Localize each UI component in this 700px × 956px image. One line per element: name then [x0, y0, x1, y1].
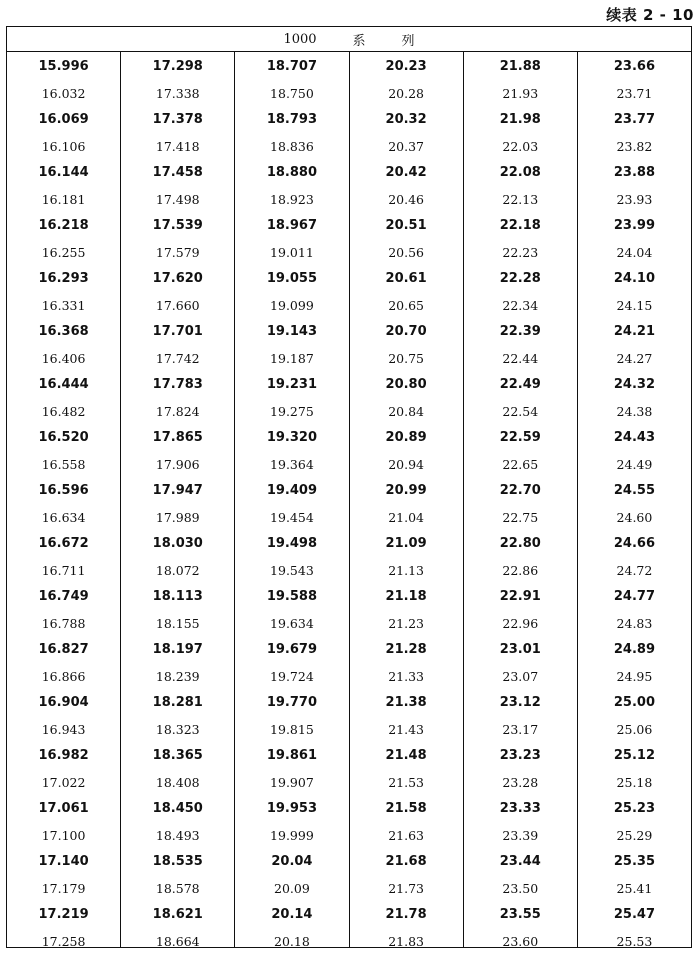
table-column	[235, 52, 349, 947]
table-cell: 16.368	[38, 324, 89, 339]
table-cell: 19.770	[266, 695, 318, 710]
table-cell: 19.907	[270, 774, 314, 790]
table-cell: 22.44	[502, 350, 539, 366]
table-cell: 23.60	[502, 933, 539, 949]
table-cell: 24.21	[613, 324, 655, 339]
table-cell: 19.143	[266, 324, 318, 339]
table-cell: 24.72	[616, 562, 653, 578]
table-cell: 25.23	[613, 801, 655, 816]
table-cell: 19.498	[266, 536, 318, 551]
table-cell: 21.04	[388, 509, 424, 525]
table-cell: 18.621	[152, 907, 203, 922]
table-cell: 25.35	[613, 854, 655, 869]
table-cell: 22.28	[499, 271, 541, 286]
table-cell: 21.88	[499, 59, 541, 74]
table-cell: 19.320	[266, 430, 318, 445]
table-cell: 25.29	[616, 827, 653, 843]
table-cell: 20.99	[385, 483, 427, 498]
table-cell: 16.520	[38, 430, 89, 445]
table-cell: 19.275	[270, 403, 314, 419]
table-cell: 18.880	[266, 165, 318, 180]
table-cell: 21.98	[499, 112, 541, 127]
table-cell: 25.53	[616, 933, 653, 949]
table-cell: 17.219	[38, 907, 89, 922]
table-cell: 24.89	[613, 642, 655, 657]
table-cell: 16.672	[38, 536, 89, 551]
table-cell: 21.18	[385, 589, 427, 604]
table-cell: 16.293	[38, 271, 89, 286]
table-cell: 17.701	[152, 324, 203, 339]
table-cell: 18.197	[152, 642, 203, 657]
table-cell: 17.498	[155, 191, 200, 207]
table-cell: 18.113	[152, 589, 203, 604]
table-column	[578, 52, 691, 947]
table-cell: 16.943	[41, 721, 86, 737]
table-cell: 22.75	[502, 509, 539, 525]
table-cell: 20.09	[274, 880, 310, 896]
table-cell: 25.00	[613, 695, 655, 710]
table-cell: 21.83	[388, 933, 424, 949]
table-cell: 23.82	[616, 138, 653, 154]
table-cell: 19.724	[270, 668, 314, 684]
table-cell: 20.56	[388, 244, 424, 260]
table-cell: 23.88	[613, 165, 655, 180]
table-cell: 23.44	[499, 854, 541, 869]
table-cell: 23.28	[502, 774, 539, 790]
table-cell: 17.022	[41, 774, 86, 790]
table-cell: 23.39	[502, 827, 539, 843]
table-cell: 18.155	[155, 615, 200, 631]
table-cell: 21.58	[385, 801, 427, 816]
table-cell: 20.28	[388, 85, 424, 101]
table-cell: 17.539	[152, 218, 203, 233]
table-cell: 16.331	[41, 297, 86, 313]
table-cell: 22.13	[502, 191, 539, 207]
table-cell: 20.61	[385, 271, 427, 286]
table-cell: 19.099	[270, 297, 314, 313]
table-cell: 21.53	[388, 774, 424, 790]
table-cell: 19.231	[266, 377, 318, 392]
table-cell: 22.08	[499, 165, 541, 180]
table-cell: 24.38	[616, 403, 653, 419]
table-cell: 23.01	[499, 642, 541, 657]
table-cell: 17.742	[155, 350, 200, 366]
table-cell: 16.032	[41, 85, 86, 101]
table-cell: 20.46	[388, 191, 424, 207]
table-cell: 16.982	[38, 748, 89, 763]
table-cell: 16.904	[38, 695, 89, 710]
table-cell: 16.482	[41, 403, 86, 419]
table-cell: 16.406	[41, 350, 86, 366]
table-cell: 19.679	[266, 642, 318, 657]
table-cell: 17.989	[155, 509, 200, 525]
table-cell: 18.030	[152, 536, 203, 551]
table-cell: 23.50	[502, 880, 539, 896]
table-cell: 17.418	[155, 138, 200, 154]
table-cell: 22.65	[502, 456, 539, 472]
series-word-1: 系	[352, 33, 366, 49]
table-column	[7, 52, 121, 947]
table-cell: 23.93	[616, 191, 653, 207]
table-cell: 17.258	[41, 933, 86, 949]
table-cell: 19.364	[270, 456, 314, 472]
table-cell: 18.281	[152, 695, 203, 710]
table-cell: 16.181	[41, 191, 86, 207]
table-cell: 17.906	[155, 456, 200, 472]
table-cell: 22.49	[499, 377, 541, 392]
table-header	[7, 27, 691, 52]
table-cell: 20.04	[271, 854, 313, 869]
table-cell: 23.55	[499, 907, 541, 922]
table-cell: 16.788	[41, 615, 86, 631]
table-cell: 22.70	[499, 483, 541, 498]
table-cell: 21.68	[385, 854, 427, 869]
data-table	[6, 26, 692, 948]
table-cell: 20.18	[274, 933, 310, 949]
table-cell: 19.187	[270, 350, 314, 366]
table-cell: 19.055	[266, 271, 318, 286]
series-number: 1000	[283, 31, 317, 47]
table-cell: 16.106	[41, 138, 86, 154]
table-cell: 22.86	[502, 562, 539, 578]
table-cell: 21.48	[385, 748, 427, 763]
table-body	[7, 52, 691, 947]
table-cell: 19.409	[266, 483, 318, 498]
table-cell: 24.66	[613, 536, 655, 551]
table-cell: 19.011	[270, 244, 314, 260]
table-cell: 18.072	[155, 562, 200, 578]
table-cell: 17.620	[152, 271, 203, 286]
table-cell: 16.827	[38, 642, 89, 657]
table-cell: 24.83	[616, 615, 653, 631]
table-cell: 20.70	[385, 324, 427, 339]
table-cell: 16.749	[38, 589, 89, 604]
table-cell: 19.588	[266, 589, 318, 604]
table-cell: 17.458	[152, 165, 203, 180]
table-caption: 续表 2 - 10	[606, 6, 694, 24]
table-cell: 17.338	[155, 85, 200, 101]
table-cell: 18.323	[155, 721, 200, 737]
table-cell: 16.866	[41, 668, 86, 684]
table-cell: 21.28	[385, 642, 427, 657]
table-cell: 23.77	[613, 112, 655, 127]
table-cell: 22.80	[499, 536, 541, 551]
table-cell: 17.140	[38, 854, 89, 869]
table-cell: 18.923	[270, 191, 314, 207]
table-cell: 18.578	[155, 880, 200, 896]
table-cell: 17.947	[152, 483, 203, 498]
table-cell: 18.836	[270, 138, 314, 154]
table-cell: 20.32	[385, 112, 427, 127]
table-cell: 25.47	[613, 907, 655, 922]
table-cell: 23.99	[613, 218, 655, 233]
table-cell: 25.12	[613, 748, 655, 763]
table-cell: 21.23	[388, 615, 424, 631]
table-cell: 22.91	[499, 589, 541, 604]
table-cell: 25.18	[616, 774, 653, 790]
table-cell: 20.84	[388, 403, 424, 419]
table-cell: 16.444	[38, 377, 89, 392]
table-cell: 20.42	[385, 165, 427, 180]
table-cell: 23.66	[613, 59, 655, 74]
table-cell: 20.80	[385, 377, 427, 392]
table-cell: 19.953	[266, 801, 318, 816]
table-cell: 18.493	[155, 827, 200, 843]
table-cell: 19.815	[270, 721, 314, 737]
table-cell: 20.37	[388, 138, 424, 154]
table-cell: 21.63	[388, 827, 424, 843]
table-cell: 17.298	[152, 59, 203, 74]
table-column	[350, 52, 464, 947]
table-cell: 24.60	[616, 509, 653, 525]
table-cell: 19.861	[266, 748, 318, 763]
table-cell: 21.33	[388, 668, 424, 684]
table-cell: 17.179	[41, 880, 86, 896]
table-cell: 24.15	[616, 297, 653, 313]
table-cell: 18.967	[266, 218, 318, 233]
table-cell: 24.49	[616, 456, 653, 472]
table-cell: 17.865	[152, 430, 203, 445]
table-cell: 20.14	[271, 907, 313, 922]
table-cell: 17.783	[152, 377, 203, 392]
table-cell: 17.824	[155, 403, 200, 419]
table-cell: 18.450	[152, 801, 203, 816]
table-cell: 24.55	[613, 483, 655, 498]
table-cell: 21.43	[388, 721, 424, 737]
table-cell: 17.061	[38, 801, 89, 816]
table-cell: 22.23	[502, 244, 539, 260]
table-cell: 24.43	[613, 430, 655, 445]
table-cell: 16.144	[38, 165, 89, 180]
table-cell: 21.09	[385, 536, 427, 551]
table-cell: 24.32	[613, 377, 655, 392]
table-cell: 22.96	[502, 615, 539, 631]
table-cell: 24.10	[613, 271, 655, 286]
table-cell: 17.100	[41, 827, 86, 843]
table-cell: 18.664	[155, 933, 200, 949]
table-cell: 16.711	[41, 562, 86, 578]
table-cell: 24.27	[616, 350, 653, 366]
table-cell: 25.06	[616, 721, 653, 737]
table-cell: 20.94	[388, 456, 424, 472]
table-cell: 21.73	[388, 880, 424, 896]
table-cell: 19.543	[270, 562, 314, 578]
table-cell: 16.069	[38, 112, 89, 127]
table-cell: 19.999	[270, 827, 314, 843]
table-cell: 22.39	[499, 324, 541, 339]
table-cell: 15.996	[38, 59, 89, 74]
table-cell: 16.255	[41, 244, 86, 260]
table-cell: 18.793	[266, 112, 318, 127]
table-cell: 21.13	[388, 562, 424, 578]
table-cell: 16.218	[38, 218, 89, 233]
table-cell: 25.41	[616, 880, 653, 896]
table-cell: 22.18	[499, 218, 541, 233]
table-cell: 21.78	[385, 907, 427, 922]
table-cell: 18.365	[152, 748, 203, 763]
table-cell: 19.454	[270, 509, 314, 525]
table-column	[121, 52, 235, 947]
table-cell: 18.408	[155, 774, 200, 790]
table-cell: 24.77	[613, 589, 655, 604]
table-cell: 18.535	[152, 854, 203, 869]
table-cell: 24.04	[616, 244, 653, 260]
table-cell: 22.34	[502, 297, 539, 313]
table-cell: 18.750	[270, 85, 314, 101]
table-cell: 20.75	[388, 350, 424, 366]
table-cell: 17.579	[155, 244, 200, 260]
table-cell: 20.23	[385, 59, 427, 74]
table-cell: 22.54	[502, 403, 539, 419]
table-cell: 22.03	[502, 138, 539, 154]
table-cell: 21.38	[385, 695, 427, 710]
table-cell: 23.12	[499, 695, 541, 710]
table-cell: 16.558	[41, 456, 86, 472]
table-cell: 23.33	[499, 801, 541, 816]
table-cell: 17.660	[155, 297, 200, 313]
table-cell: 23.07	[502, 668, 539, 684]
table-cell: 18.239	[155, 668, 200, 684]
table-cell: 20.89	[385, 430, 427, 445]
table-cell: 20.51	[385, 218, 427, 233]
table-cell: 23.71	[616, 85, 653, 101]
table-cell: 21.93	[502, 85, 539, 101]
table-cell: 19.634	[270, 615, 314, 631]
table-cell: 23.23	[499, 748, 541, 763]
table-cell: 24.95	[616, 668, 653, 684]
table-column	[464, 52, 578, 947]
table-cell: 16.596	[38, 483, 89, 498]
table-cell: 20.65	[388, 297, 424, 313]
table-cell: 18.707	[266, 59, 318, 74]
series-word-2: 列	[401, 33, 415, 49]
table-cell: 23.17	[502, 721, 539, 737]
table-cell: 16.634	[41, 509, 86, 525]
table-cell: 17.378	[152, 112, 203, 127]
table-cell: 22.59	[499, 430, 541, 445]
